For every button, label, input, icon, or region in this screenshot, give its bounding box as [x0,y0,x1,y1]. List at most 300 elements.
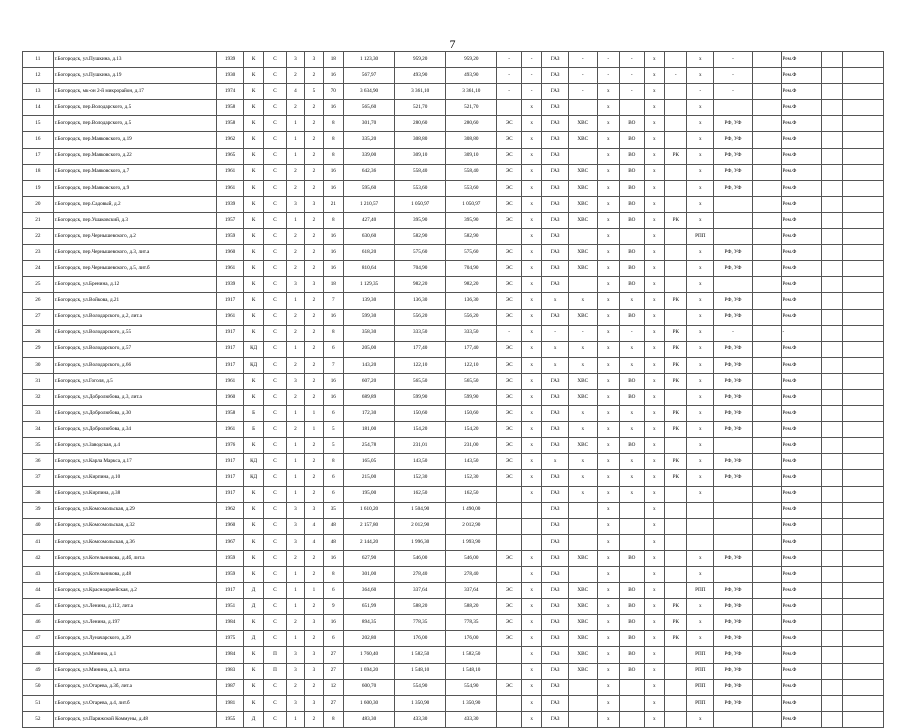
table-cell [665,663,687,679]
table-cell: 16 [323,164,343,180]
table-cell [842,631,883,647]
address-cell: г.Богородск, ул.Минина, д.3, лит.а [53,663,217,679]
table-cell: х [568,422,597,438]
table-cell: РФ, УФ [714,180,753,196]
table-cell [665,438,687,454]
table-cell: 1 610,20 [344,502,395,518]
table-cell: 1962 [217,132,244,148]
table-cell: 2 [305,599,323,615]
table-cell: РК [665,373,687,389]
table-cell: Рем.Ф [781,245,822,261]
table-cell: ГАЗ [542,567,569,583]
table-cell [752,454,781,470]
table-cell: 1 [286,406,304,422]
table-cell: РПП [687,679,714,695]
address-cell: г.Богородск, ул.Комсомольская, д.36 [53,534,217,550]
table-cell: - [597,52,619,68]
address-cell: г.Богородск, ул.Минина, д.1 [53,647,217,663]
table-cell: РК [665,470,687,486]
table-cell: ВО [620,116,645,132]
table-cell: 1 [286,567,304,583]
table-cell: х [620,486,645,502]
table-cell: 599,90 [395,389,446,405]
table-row [23,550,884,566]
table-cell [752,373,781,389]
table-cell: ЭС [497,679,522,695]
table-cell: 154,20 [446,422,497,438]
table-cell: ГАЗ [542,470,569,486]
table-cell: 395,90 [446,212,497,228]
table-cell: ЭС [497,406,522,422]
table-cell: х [644,148,664,164]
table-cell [521,534,541,550]
table-cell [497,711,522,727]
table-cell: 1 [305,583,323,599]
table-cell: 1958 [217,406,244,422]
table-cell: РК [665,422,687,438]
table-cell: 1 600,30 [344,695,395,711]
table-cell: РФ, УФ [714,164,753,180]
table-cell: 6 [323,486,343,502]
table-cell: х [687,438,714,454]
table-cell [568,229,597,245]
table-cell: - [665,68,687,84]
table-cell: 630,60 [344,229,395,245]
table-cell [822,470,842,486]
table-cell: 150,60 [446,406,497,422]
table-cell: К [243,518,263,534]
table-cell: х [644,422,664,438]
table-cell: К [243,567,263,583]
address-cell: г.Богородск, ул.Огарева, д.4, лит.б [53,695,217,711]
table-cell: 4 [286,84,304,100]
table-cell: РПП [687,647,714,663]
table-cell: ХВС [568,389,597,405]
table-row [23,615,884,631]
table-cell: Рем.Ф [781,470,822,486]
table-cell [714,438,753,454]
table-cell: 8 [323,132,343,148]
table-cell: Рем.Ф [781,373,822,389]
table-cell: 1 [286,631,304,647]
table-cell: ЭС [497,389,522,405]
table-cell [842,422,883,438]
table-cell: 176,00 [395,631,446,647]
table-cell: х [620,406,645,422]
table-cell: 27 [323,647,343,663]
table-cell [752,518,781,534]
table-cell [842,116,883,132]
table-cell: С [264,615,286,631]
table-cell: 704,90 [446,261,497,277]
table-cell: 1917 [217,470,244,486]
table-cell: х [521,325,541,341]
table-cell: Рем.Ф [781,567,822,583]
table-cell: 4 [305,534,323,550]
table-cell: 16 [323,615,343,631]
table-cell: 215,00 [344,470,395,486]
table-cell: х [620,341,645,357]
row-number-cell: 26 [23,293,54,309]
table-cell: х [644,406,664,422]
table-cell: 8 [323,212,343,228]
row-number-cell: 19 [23,180,54,196]
table-cell [665,229,687,245]
row-number-cell: 48 [23,647,54,663]
table-row [23,373,884,389]
table-cell [842,663,883,679]
table-cell: 2 [305,454,323,470]
table-cell: х [644,196,664,212]
table-cell: С [264,341,286,357]
table-cell [822,663,842,679]
table-cell: х [597,293,619,309]
table-cell: ГАЗ [542,52,569,68]
table-cell: х [644,325,664,341]
table-cell: х [597,148,619,164]
table-cell [568,100,597,116]
table-cell [822,711,842,727]
table-cell: РФ, УФ [714,245,753,261]
table-cell: 2 [305,68,323,84]
table-cell [842,711,883,727]
table-cell: С [264,68,286,84]
table-cell: П [264,647,286,663]
table-cell: 1959 [217,567,244,583]
table-row [23,406,884,422]
table-cell: РФ, УФ [714,550,753,566]
table-cell: 16 [323,261,343,277]
table-row [23,454,884,470]
table-cell: 2 [305,245,323,261]
table-cell [822,277,842,293]
table-cell: х [644,583,664,599]
table-cell: Рем.Ф [781,599,822,615]
table-row [23,261,884,277]
table-cell: 554,90 [395,679,446,695]
table-cell [842,615,883,631]
table-cell: Рем.Ф [781,180,822,196]
table-cell: КД [243,357,263,373]
table-cell: 7 [323,357,343,373]
table-cell [752,615,781,631]
table-cell: 364,60 [344,583,395,599]
table-cell: х [644,486,664,502]
table-cell [665,486,687,502]
table-cell: 3 [305,663,323,679]
table-cell: х [521,647,541,663]
table-cell: 48 [323,534,343,550]
table-cell: 1984 [217,615,244,631]
table-cell: ГАЗ [542,631,569,647]
table-cell: Рем.Ф [781,52,822,68]
row-number-cell: 36 [23,454,54,470]
table-cell [752,293,781,309]
table-cell: х [521,389,541,405]
table-cell: х [568,357,597,373]
table-cell: х [521,454,541,470]
table-cell: х [597,567,619,583]
table-cell: 2 [305,116,323,132]
address-cell: г.Богородск, пер.Володарского, д.5 [53,116,217,132]
table-cell: х [521,100,541,116]
table-cell [842,132,883,148]
table-cell: х [644,132,664,148]
table-cell: 642,36 [344,164,395,180]
table-cell [822,212,842,228]
table-cell: 558,40 [446,164,497,180]
table-cell [687,502,714,518]
table-cell: ВО [620,132,645,148]
table-cell: 301,70 [344,116,395,132]
table-cell: х [521,132,541,148]
table-cell: ВО [620,164,645,180]
table-cell: - [521,52,541,68]
table-cell: 1 [305,422,323,438]
table-cell: х [521,406,541,422]
address-cell: г.Богородск, ул.Володарского, д.2, лит.а [53,309,217,325]
table-cell [752,341,781,357]
table-cell [842,599,883,615]
table-row [23,389,884,405]
table-cell: х [644,389,664,405]
table-cell: ВО [620,212,645,228]
table-cell [665,647,687,663]
address-cell: г.Богородск, ул.Комсомольская, д.29 [53,502,217,518]
table-cell [665,132,687,148]
table-row [23,68,884,84]
table-cell: - [497,84,522,100]
table-cell [752,261,781,277]
table-cell: ГАЗ [542,389,569,405]
table-cell: Рем.Ф [781,261,822,277]
table-cell: х [597,325,619,341]
table-cell: х [597,518,619,534]
table-cell: х [687,293,714,309]
table-cell: РФ, УФ [714,422,753,438]
table-cell: 433,30 [395,711,446,727]
table-cell: С [264,309,286,325]
table-cell: 2 [305,567,323,583]
table-cell: 2 [305,100,323,116]
table-cell: 3 [286,695,304,711]
table-cell: х [687,245,714,261]
table-cell: х [620,357,645,373]
table-cell: Рем.Ф [781,583,822,599]
table-cell: ЭС [497,422,522,438]
row-number-cell: 40 [23,518,54,534]
table-cell: 1 [286,599,304,615]
table-cell: С [264,293,286,309]
table-cell: - [497,325,522,341]
table-cell: 2 [286,100,304,116]
table-cell [822,406,842,422]
table-row [23,277,884,293]
table-cell: ГАЗ [542,68,569,84]
table-cell: 308,80 [395,132,446,148]
table-cell [665,534,687,550]
address-cell: г.Богородск, ул.Карла Маркса, д.17 [53,454,217,470]
table-cell: Рем.Ф [781,148,822,164]
table-cell [842,277,883,293]
table-cell: 1917 [217,293,244,309]
address-cell: г.Богородск, пер.Маяковского, д.22 [53,148,217,164]
table-cell [752,438,781,454]
table-cell: х [687,470,714,486]
table-cell: 1917 [217,357,244,373]
table-cell: - [781,325,822,341]
table-cell: 599,90 [446,389,497,405]
table-cell: х [687,454,714,470]
address-cell: г.Богородск, ул.Добролюбова, д.3, лит.а [53,389,217,405]
table-cell: ГАЗ [542,583,569,599]
table-cell: Рем.Ф [781,389,822,405]
table-cell: 2 [305,389,323,405]
table-cell [497,229,522,245]
table-row [23,196,884,212]
table-cell: К [243,325,263,341]
table-cell: 12 [323,679,343,695]
table-cell: 2 [305,438,323,454]
table-cell [752,196,781,212]
table-cell [752,695,781,711]
table-cell: С [264,438,286,454]
table-cell: 1959 [217,550,244,566]
table-cell: х [597,663,619,679]
table-cell: С [264,486,286,502]
table-cell: х [687,132,714,148]
table-cell: С [264,599,286,615]
table-cell: х [687,148,714,164]
table-cell: РФ, УФ [714,631,753,647]
table-row [23,438,884,454]
table-cell [842,212,883,228]
table-cell: х [687,261,714,277]
table-cell: 546,00 [395,550,446,566]
table-cell: х [597,261,619,277]
table-cell [521,502,541,518]
table-cell: ХВС [568,261,597,277]
table-cell: С [264,373,286,389]
table-cell: х [521,679,541,695]
table-cell: - [521,84,541,100]
table-cell: 704,90 [395,261,446,277]
table-row [23,470,884,486]
table-row [23,695,884,711]
table-cell: 554,90 [446,679,497,695]
table-cell: РПП [687,229,714,245]
table-cell: 9 [323,599,343,615]
table-cell: ВО [620,647,645,663]
table-cell: К [243,663,263,679]
table-cell: ЭС [497,599,522,615]
table-cell: 27 [323,695,343,711]
table-cell: 27 [323,663,343,679]
table-cell: 4 [305,518,323,534]
row-number-cell: 47 [23,631,54,647]
table-cell: 2 [286,325,304,341]
table-cell: 1 [286,116,304,132]
table-cell [568,148,597,164]
table-cell: Рем.Ф [781,212,822,228]
table-cell: К [243,550,263,566]
table-cell: 521,70 [446,100,497,116]
table-cell: С [264,422,286,438]
table-cell: 162,50 [446,486,497,502]
table-cell: 588,20 [446,599,497,615]
table-cell: 3 [305,52,323,68]
table-cell: 1 350,90 [446,695,497,711]
table-cell: х [687,357,714,373]
table-cell: 1939 [217,277,244,293]
table-cell: 810,64 [344,261,395,277]
table-cell: 1958 [217,100,244,116]
table-cell [665,567,687,583]
table-cell [752,663,781,679]
table-cell: 2 [305,357,323,373]
table-cell: х [597,164,619,180]
address-cell: г.Богородск, ул.Пушкина, д.13 [53,52,217,68]
table-cell [752,148,781,164]
table-cell: 2 [286,389,304,405]
table-cell: 16 [323,373,343,389]
table-cell: х [644,663,664,679]
table-cell: х [644,100,664,116]
table-cell: 1 694,20 [344,663,395,679]
table-cell: 8 [323,325,343,341]
table-cell: х [644,68,664,84]
row-number-cell: 21 [23,212,54,228]
table-cell: 1967 [217,534,244,550]
table-cell: 6 [323,631,343,647]
table-cell: Д [243,631,263,647]
table-cell: ГАЗ [542,502,569,518]
table-cell: х [687,550,714,566]
table-cell: 1 350,90 [395,695,446,711]
table-cell: ГАЗ [542,406,569,422]
table-cell [822,325,842,341]
table-cell: х [597,583,619,599]
table-cell: ГАЗ [542,422,569,438]
address-cell: г.Богородск, мк-он 2-й микрорайон, д.17 [53,84,217,100]
table-cell: К [243,52,263,68]
table-cell [842,389,883,405]
table-cell: 2 [286,309,304,325]
address-cell: г.Богородск, ул.Володарского, д.57 [53,341,217,357]
table-cell: 427,40 [344,212,395,228]
table-cell: ЭС [497,212,522,228]
table-cell: РФ, УФ [714,406,753,422]
table-cell: ВО [620,599,645,615]
table-cell: С [264,261,286,277]
table-cell: 1961 [217,261,244,277]
table-cell: С [264,454,286,470]
table-cell: 2 [286,245,304,261]
table-row [23,486,884,502]
table-cell: х [687,373,714,389]
table-cell: х [521,196,541,212]
table-cell: х [644,309,664,325]
table-cell [822,180,842,196]
table-cell: 1 [286,148,304,164]
table-cell [665,180,687,196]
table-cell: ГАЗ [542,277,569,293]
table-cell [714,711,753,727]
table-cell: С [264,52,286,68]
table-cell: 483,30 [344,711,395,727]
table-cell: х [687,325,714,341]
table-cell [822,502,842,518]
